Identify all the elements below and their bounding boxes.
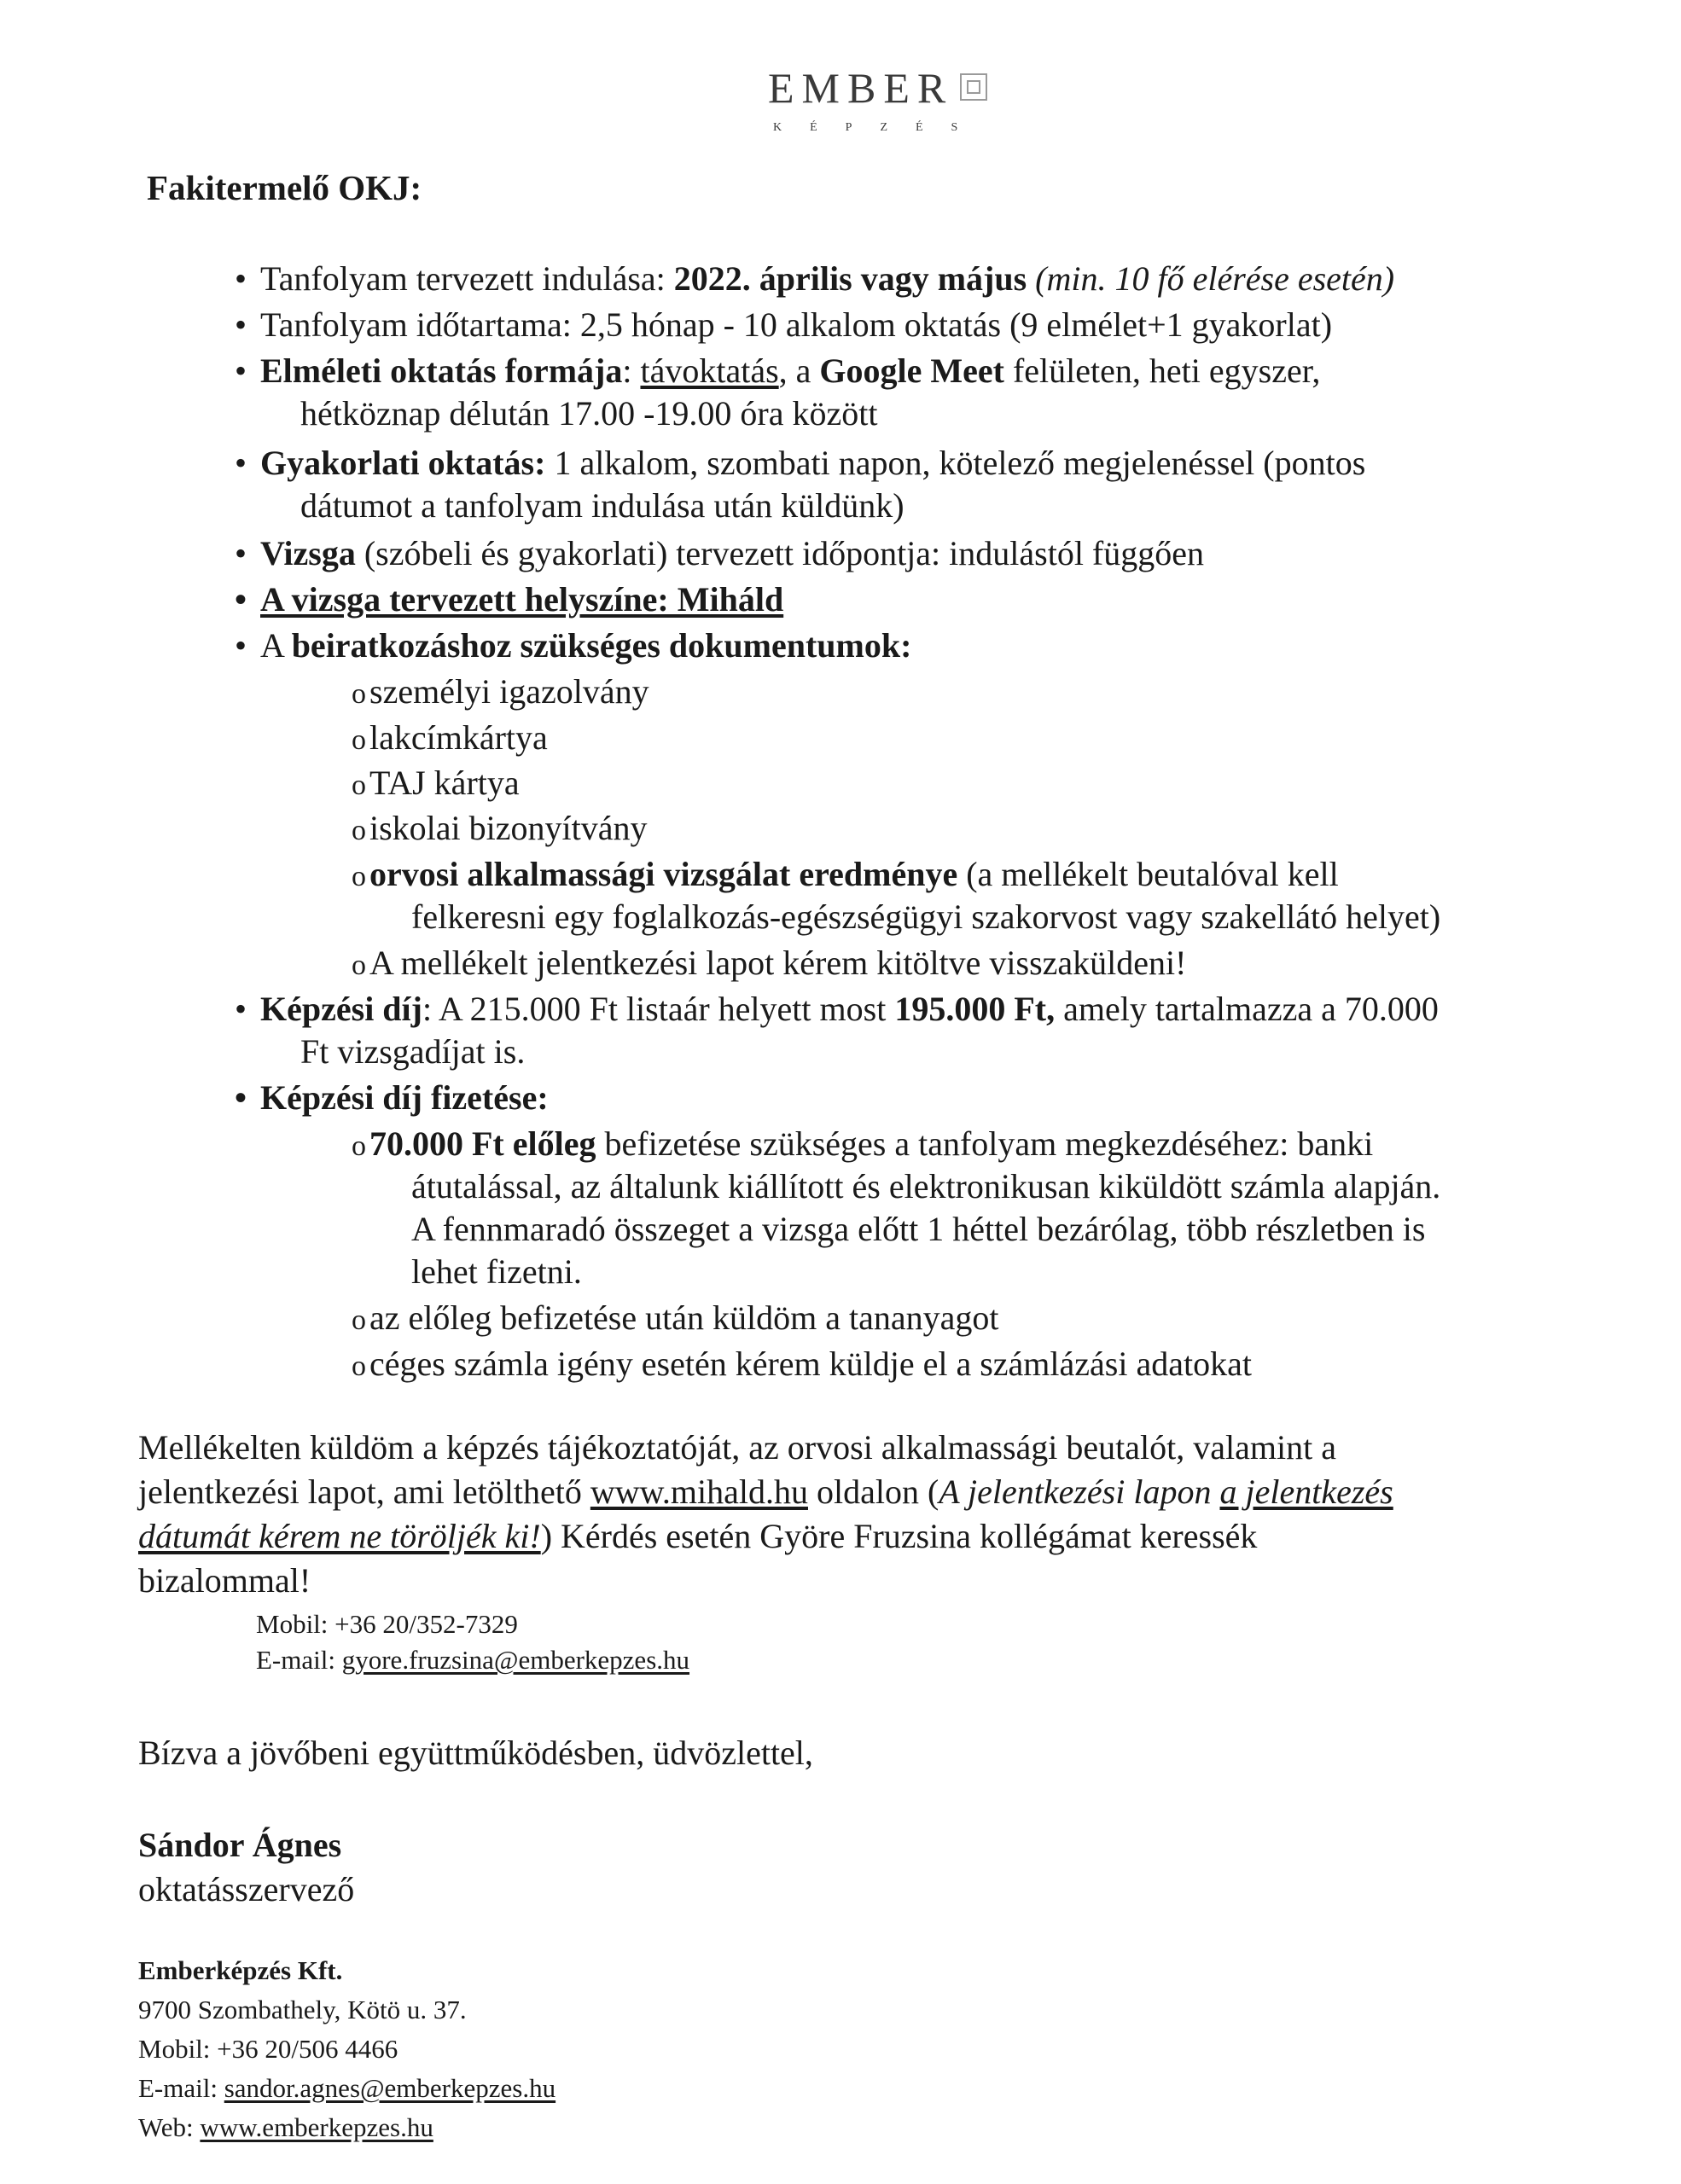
signature-address: 9700 Szombathely, Kötö u. 37. [138, 1995, 467, 2024]
paragraph-text: jelentkezési lapot, ami letölthető [138, 1472, 590, 1511]
payment-item-deposit [352, 1123, 1373, 1168]
doc-item [352, 717, 548, 762]
note-text: A jelentkezési lapon [939, 1472, 1220, 1511]
fee-line2: Ft vizsgadíjat is. [300, 1032, 526, 1071]
sub-bullet-marker: o [352, 770, 366, 801]
exam-rest: (szóbeli és gyakorlati) tervezett időpontja: indulástól függően [355, 534, 1205, 572]
signature-mobile: Mobil: +36 20/506 4466 [138, 2034, 398, 2064]
medical-label: orvosi alkalmassági vizsgálat eredménye [369, 855, 958, 893]
doc-item-label: TAJ kártya [369, 764, 520, 802]
fee-text: : A 215.000 Ft listaár helyett most [422, 990, 895, 1028]
sub-bullet-marker: o [352, 1350, 366, 1382]
doc-item-label: iskolai bizonyítvány [369, 809, 648, 847]
fee-label: Képzési díj [260, 990, 422, 1028]
closing-line: Bízva a jövőbeni együttműködésben, üdvözlettel, [138, 1734, 813, 1772]
payment-item-label: céges számla igény esetén kérem küldje el a számlázási adatokat [369, 1345, 1252, 1383]
doc-item-label: személyi igazolvány [369, 672, 649, 711]
bullet-practice [260, 442, 1365, 485]
signature-email-link[interactable]: sandor.agnes@emberkepzes.hu [224, 2073, 556, 2103]
signature-email-label: E-mail: [138, 2073, 224, 2103]
signature-web [138, 2111, 433, 2145]
logo-word: EMBER [768, 64, 954, 112]
documents-label: beiratkozáshoz szükséges dokumentumok: [291, 626, 912, 665]
start-value: 2022. április vagy május [673, 259, 1027, 298]
deposit-rest: befizetése szükséges a tanfolyam megkezdéséhez: banki [596, 1124, 1374, 1163]
sub-bullet-marker: o [352, 678, 366, 710]
signature-web-label: Web: [138, 2112, 201, 2142]
bullet-exam-location: • A vizsga tervezett helyszíne: Miháld [260, 578, 783, 621]
paragraph-text: oldalon ( [807, 1472, 939, 1511]
practice-line2: dátumot a tanfolyam indulása után küldünk) [300, 486, 904, 525]
distance-learning-text: távoktatás [640, 351, 779, 390]
fee-price: 195.000 Ft, [894, 990, 1056, 1028]
doc-item [352, 762, 520, 807]
contact-email [256, 1643, 689, 1677]
doc-item-label: lakcímkártya [369, 718, 548, 757]
doc-item-medical [352, 853, 1339, 898]
bullet-documents [260, 624, 911, 667]
fee-rest: amely tartalmazza a 70.000 [1055, 990, 1439, 1028]
note-underlined: dátumát kérem ne töröljék ki! [138, 1517, 541, 1555]
signature-web-link[interactable]: www.emberkepzes.hu [200, 2112, 433, 2142]
logo-subtitle: KÉPZÉS [773, 121, 986, 134]
sub-bullet-marker: o [352, 724, 366, 756]
theory-mid: , a [778, 351, 820, 390]
contact-mobile [256, 1607, 518, 1641]
sub-bullet-marker: o [352, 815, 366, 846]
deposit-line4: lehet fizetni. [411, 1252, 582, 1291]
exam-label: Vizsga [260, 534, 356, 572]
bullet-exam [260, 532, 1204, 575]
signature-email [138, 2071, 555, 2106]
bullet-theory-format [260, 350, 1320, 392]
doc-item-label: A mellékelt jelentkezési lapot kérem kitöltve visszaküldeni! [369, 944, 1187, 982]
theory-colon: : [622, 351, 641, 390]
theory-rest: felületen, heti egyszer, [1003, 351, 1321, 390]
start-label: Tanfolyam tervezett indulása: [260, 259, 674, 298]
bullet-payment: • Képzési díj fizetése: [260, 1077, 549, 1119]
contact-email-label: E-mail: [256, 1645, 342, 1675]
deposit-line3: A fennmaradó összeget a vizsga előtt 1 héttel bezárólag, több részletben is [411, 1210, 1426, 1248]
doc-item [352, 807, 648, 852]
contact-mobile-value: +36 20/352-7329 [334, 1609, 518, 1639]
doc-item [352, 942, 1186, 987]
sub-bullet-marker: o [352, 1304, 366, 1336]
payment-item [352, 1343, 1252, 1388]
paragraph-line4: bizalommal! [138, 1561, 311, 1600]
start-note: (min. 10 fő elérése esetén) [1035, 259, 1395, 298]
theory-line2: hétköznap délután 17.00 -19.00 óra között [300, 394, 878, 433]
paragraph-line1: Mellékelten küldöm a képzés tájékoztatóját, az orvosi alkalmassági beutalót, valamint a [138, 1428, 1336, 1467]
signature-company: Emberképzés Kft. [138, 1955, 343, 1985]
sub-bullet-marker: o [352, 950, 366, 981]
signature-name: Sándor Ágnes [138, 1826, 342, 1864]
bullet-fee [260, 988, 1439, 1031]
contact-mobile-label: Mobil: [256, 1609, 335, 1639]
contact-email-link[interactable]: gyore.fruzsina@emberkepzes.hu [341, 1645, 690, 1675]
bullet-duration: • Tanfolyam időtartama: 2,5 hónap - 10 alkalom oktatás (9 elmélet+1 gyakorlat) [260, 304, 1332, 346]
sub-bullet-marker: o [352, 1130, 366, 1162]
page-title: Fakitermelő OKJ: [147, 168, 422, 207]
practice-rest: 1 alkalom, szombati napon, kötelező megjelenéssel (pontos [545, 444, 1366, 482]
note-underlined: a jelentkezés [1219, 1472, 1393, 1511]
paragraph-line2 [138, 1471, 1393, 1513]
paragraph-line3 [138, 1515, 1257, 1558]
payment-item [352, 1297, 998, 1342]
documents-prefix: A [260, 626, 292, 665]
medical-line2: felkeresni egy foglalkozás-egészségügyi szakorvost vagy szakellátó helyet) [411, 897, 1441, 936]
doc-item [352, 671, 649, 716]
deposit-label: 70.000 Ft előleg [369, 1124, 596, 1163]
paragraph-text: ) Kérdés esetén Györe Fruzsina kollégámat keressék [540, 1517, 1258, 1555]
platform-name: Google Meet [819, 351, 1004, 390]
theory-label: Elméleti oktatás formája [260, 351, 623, 390]
deposit-line2: átutalással, az általunk kiállított és elektronikusan kiküldött számla alapján. [411, 1167, 1441, 1205]
sub-bullet-marker: o [352, 861, 366, 892]
medical-rest: (a mellékelt beutalóval kell [957, 855, 1339, 893]
payment-item-label: az előleg befizetése után küldöm a tananyagot [369, 1298, 999, 1337]
logo-mark-icon [960, 73, 987, 101]
website-link[interactable]: www.mihald.hu [590, 1472, 808, 1511]
signature-role: oktatásszervező [138, 1870, 355, 1908]
bullet-start-date [260, 258, 1394, 300]
company-logo [768, 64, 1024, 135]
practice-label: Gyakorlati oktatás: [260, 444, 546, 482]
